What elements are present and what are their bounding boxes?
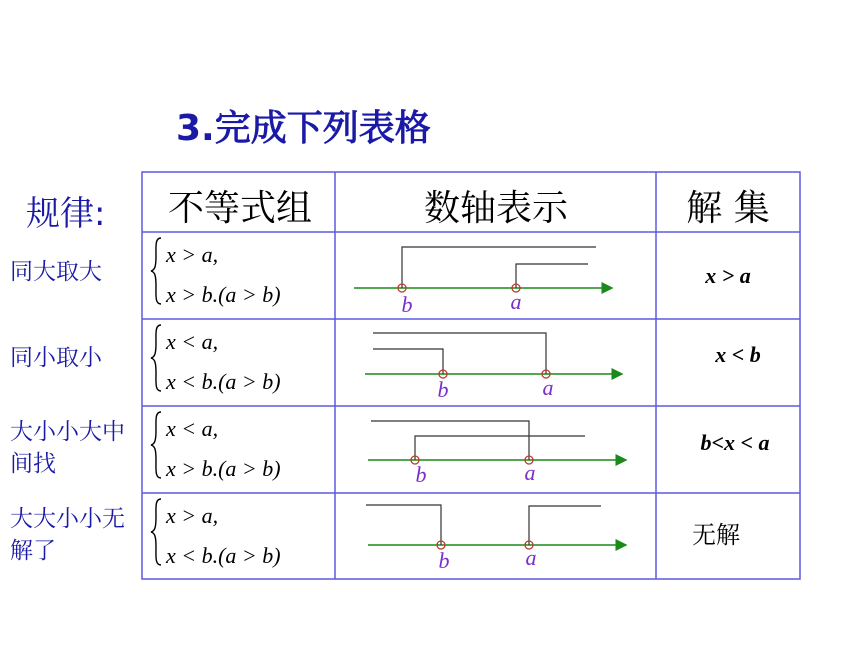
number-line-row-2 bbox=[365, 333, 622, 378]
ray-b bbox=[415, 436, 585, 460]
header-number-line: 数轴表示 bbox=[423, 188, 569, 229]
ray-a bbox=[516, 264, 588, 288]
system-line-1: x > a, bbox=[166, 242, 219, 267]
number-line-row-1 bbox=[354, 247, 612, 292]
header-solution: 解 集 bbox=[686, 188, 770, 229]
number-line-row-3 bbox=[368, 421, 626, 464]
solution-row-1: x > a bbox=[705, 263, 751, 288]
ray-a bbox=[373, 333, 546, 374]
rule-label-3: 大小小大中间找 bbox=[10, 419, 125, 477]
solution-row-2: x < b bbox=[715, 342, 761, 367]
solution-row-3: b<x < a bbox=[700, 430, 770, 455]
system-line-1: x < a, bbox=[166, 416, 219, 441]
number-line-row-4 bbox=[366, 505, 626, 549]
ray-a bbox=[371, 421, 529, 460]
point-label-a: a bbox=[524, 460, 536, 485]
system-line-1: x > a, bbox=[166, 503, 219, 528]
point-label-b: b bbox=[401, 292, 413, 317]
system-line-2: x > b.(a > b) bbox=[166, 282, 281, 307]
solution-row-4: 无解 bbox=[692, 521, 740, 549]
ray-b bbox=[373, 349, 443, 374]
ray-b bbox=[366, 505, 441, 545]
system-line-1: x < a, bbox=[166, 329, 219, 354]
point-label-b: b bbox=[438, 548, 450, 573]
system-line-2: x > b.(a > b) bbox=[166, 456, 281, 481]
header-system: 不等式组 bbox=[167, 188, 313, 229]
slide-title: 3.完成下列表格 bbox=[176, 108, 431, 149]
point-label-a: a bbox=[525, 545, 537, 570]
point-label-a: a bbox=[510, 289, 522, 314]
point-label-a: a bbox=[542, 375, 554, 400]
rules-heading: 规律: bbox=[26, 194, 106, 234]
point-label-b: b bbox=[437, 377, 449, 402]
system-line-2: x < b.(a > b) bbox=[166, 543, 281, 568]
system-line-2: x < b.(a > b) bbox=[166, 369, 281, 394]
ray-b bbox=[402, 247, 596, 288]
rule-label-4: 大大小小无解了 bbox=[10, 506, 125, 564]
rule-label-2: 同小取小 bbox=[10, 345, 102, 371]
ray-a bbox=[529, 506, 601, 545]
point-label-b: b bbox=[415, 462, 427, 487]
rule-label-1: 同大取大 bbox=[10, 259, 102, 285]
